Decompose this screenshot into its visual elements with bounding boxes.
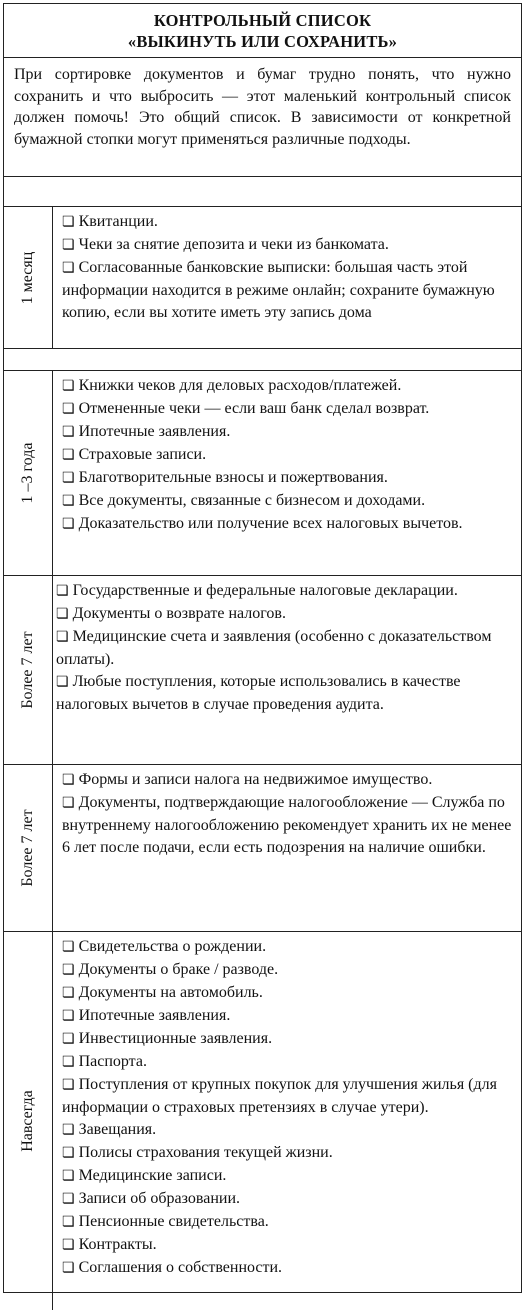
checkbox-icon: ❏ (62, 1169, 75, 1184)
page-title (4, 4, 521, 58)
checkbox-icon: ❏ (62, 471, 75, 486)
checklist-item: ❏ Документы на автомобиль. (62, 982, 513, 1005)
checkbox-icon: ❏ (56, 630, 69, 645)
checklist-item: ❏ Отмененные чеки — если ваш банк сделал возврат. (62, 398, 513, 421)
checkbox-icon: ❏ (62, 1055, 75, 1070)
section-items (53, 576, 521, 764)
section-items (53, 765, 521, 931)
title-line-1: КОНТРОЛЬНЫЙ СПИСОК (153, 11, 372, 30)
checkbox-icon: ❏ (62, 379, 75, 394)
section-label-cell (4, 932, 53, 1310)
checkbox-icon: ❏ (62, 402, 75, 417)
section-label: Навсегда (19, 1090, 36, 1152)
checkbox-icon: ❏ (62, 517, 75, 532)
checklist-item: ❏ Ипотечные заявления. (62, 1005, 513, 1028)
checkbox-icon: ❏ (56, 584, 69, 599)
section-1-month (4, 207, 521, 349)
section-label: 1 –3 года (19, 442, 36, 504)
checklist-item: ❏ Доказательство или получение всех налоговых вычетов. (62, 513, 513, 536)
checkbox-icon: ❏ (62, 261, 75, 276)
checklist-item: ❏ Документы о возврате налогов. (56, 603, 513, 626)
checkbox-icon: ❏ (62, 1078, 75, 1093)
checklist-item: ❏ Государственные и федеральные налоговые декларации. (56, 580, 513, 603)
section-items (53, 207, 521, 348)
checklist-item: ❏ Записи об образовании. (62, 1188, 513, 1211)
checkbox-icon: ❏ (62, 963, 75, 978)
checklist-item: ❏ Полисы страхования текущей жизни. (62, 1142, 513, 1165)
checklist-item: ❏ Документы о браке / разводе. (62, 959, 513, 982)
section-items (53, 371, 521, 575)
section-label-cell (4, 371, 53, 575)
checkbox-icon: ❏ (62, 1192, 75, 1207)
checkbox-icon: ❏ (56, 675, 69, 690)
checkbox-icon: ❏ (62, 238, 75, 253)
empty-row (4, 177, 521, 207)
checkbox-icon: ❏ (56, 607, 69, 622)
checkbox-icon: ❏ (62, 215, 75, 230)
checkbox-icon: ❏ (62, 494, 75, 509)
section-label: 1 месяц (19, 251, 36, 304)
checklist-item: ❏ Книжки чеков для деловых расходов/платежей. (62, 375, 513, 398)
checkbox-icon: ❏ (62, 796, 75, 811)
checkbox-icon: ❏ (62, 1146, 75, 1161)
intro-text: При сортировке документов и бумаг трудно понять, что нужно сохранить и что выбросить — этот маленький контрольный список должен помочь! Это общий список. В зависимости от конкретной бумажной стопки могут применяться различные подходы. (4, 58, 521, 177)
checklist-item: ❏ Все документы, связанные с бизнесом и доходами. (62, 490, 513, 513)
section-label-cell (4, 576, 53, 764)
title-line-2: «ВЫКИНУТЬ ИЛИ СОХРАНИТЬ» (127, 32, 398, 51)
checklist-item: ❏ Паспорта. (62, 1051, 513, 1074)
checklist-item: ❏ Страховые записи. (62, 444, 513, 467)
checkbox-icon: ❏ (62, 773, 75, 788)
checklist-item: ❏ Формы и записи налога на недвижимое имущество. (62, 769, 513, 792)
checkbox-icon: ❏ (62, 1261, 75, 1276)
checkbox-icon: ❏ (62, 1215, 75, 1230)
checklist-item: ❏ Пенсионные свидетельства. (62, 1211, 513, 1234)
checklist-item: ❏ Квитанции. (62, 211, 513, 234)
checklist-item: ❏ Свидетельства о рождении. (62, 936, 513, 959)
checklist-item: ❏ Медицинские счета и заявления (особенно с доказательством оплаты). (56, 628, 492, 668)
checkbox-icon: ❏ (62, 940, 75, 955)
empty-row (4, 349, 521, 371)
section-label: Более 7 лет (19, 809, 36, 887)
checkbox-icon: ❏ (62, 1123, 75, 1138)
checklist-item: ❏ Согласованные банковские выписки: большая часть этой информации находится в режиме онлайн; сохраните бумажную копию, если вы хотите иметь эту запись дома (62, 259, 495, 321)
checklist-item: ❏ Соглашения о собственности. (62, 1257, 513, 1280)
checklist-item: ❏ Медицинские записи. (62, 1165, 513, 1188)
section-1-3-years (4, 371, 521, 576)
section-label-cell (4, 765, 53, 931)
section-forever (4, 932, 521, 1310)
section-over-7-years-1 (4, 576, 521, 765)
checklist-item: ❏ Любые поступления, которые использовались в качестве налоговых вычетов в случае проведения аудита. (56, 673, 461, 713)
checkbox-icon: ❏ (62, 448, 75, 463)
checklist-item: ❏ Благотворительные взносы и пожертвования. (62, 467, 513, 490)
section-over-7-years-2 (4, 765, 521, 932)
checklist-item: ❏ Контракты. (62, 1234, 513, 1257)
checkbox-icon: ❏ (62, 1009, 75, 1024)
section-items (53, 932, 521, 1310)
checkbox-icon: ❏ (62, 425, 75, 440)
checklist-item: ❏ Завещания. (62, 1119, 513, 1142)
checkbox-icon: ❏ (62, 1238, 75, 1253)
section-label: Более 7 лет (19, 631, 36, 709)
checklist-item: ❏ Чеки за снятие депозита и чеки из банкомата. (62, 234, 513, 257)
checkbox-icon: ❏ (62, 986, 75, 1001)
checkbox-icon: ❏ (62, 1032, 75, 1047)
checklist-item: ❏ Ипотечные заявления. (62, 421, 513, 444)
checklist-item: ❏ Поступления от крупных покупок для улучшения жилья (для информации о страховых претензиях в случае утери). (62, 1076, 497, 1116)
section-label-cell (4, 207, 53, 348)
checklist-sheet (3, 3, 522, 1293)
checklist-item: ❏ Документы, подтверждающие налогообложение — Служба по внутреннему налогообложению рекомендует хранить их не менее 6 лет после подачи, если есть подозрения на наличие ошибки. (62, 794, 512, 856)
checklist-item: ❏ Инвестиционные заявления. (62, 1028, 513, 1051)
